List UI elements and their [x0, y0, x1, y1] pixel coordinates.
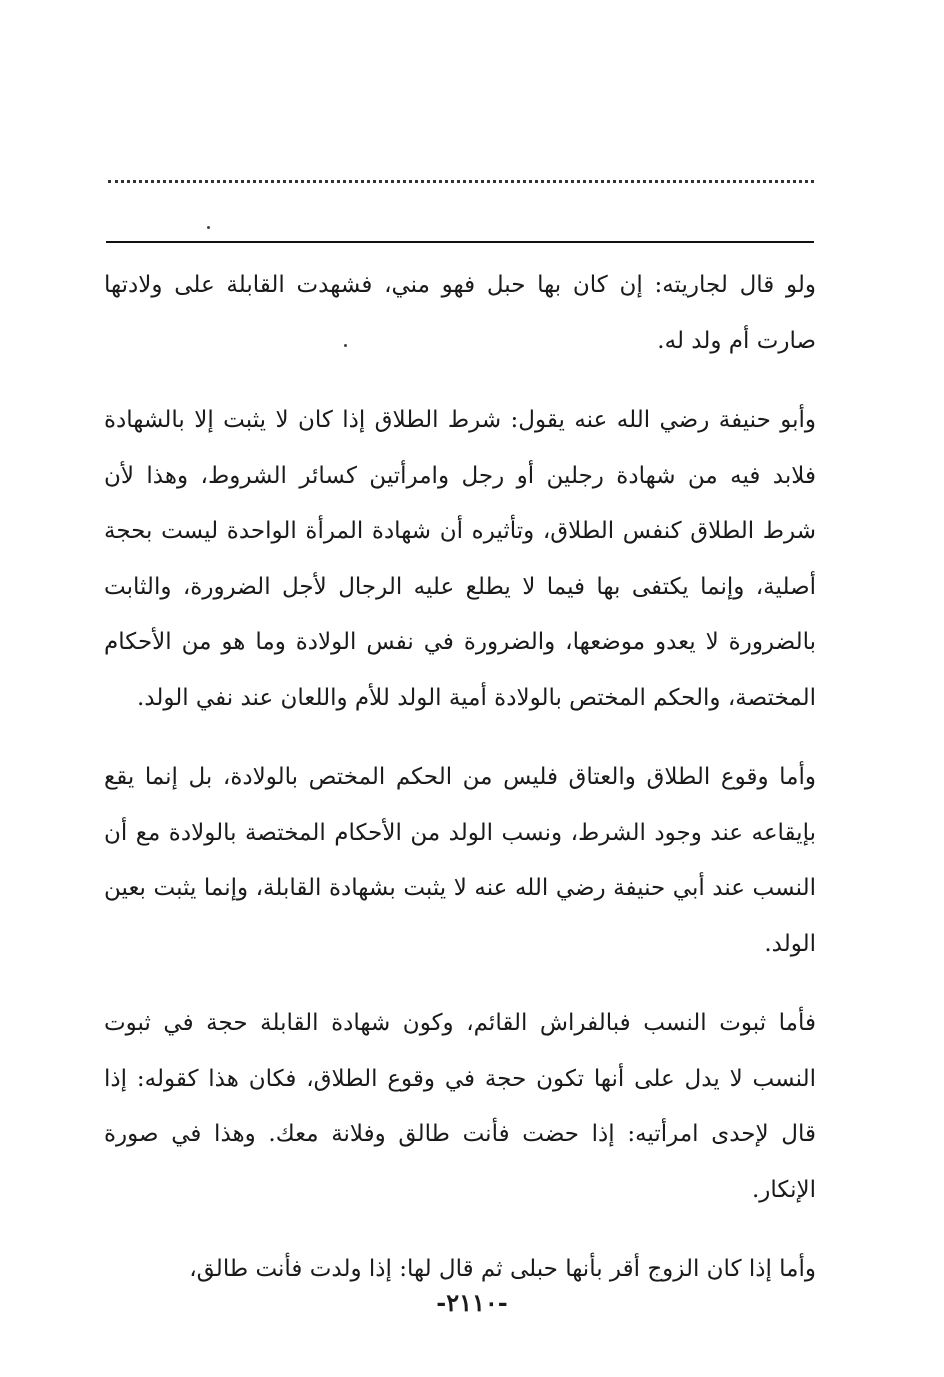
paragraph-3: وأما وقوع الطلاق والعتاق فليس من الحكم المختص بالولادة، بل إنما يقع بإيقاعه عند وجود الشرط، ونسب الولد من الأحكام المختصة بالولادة مع أن النسب عند أبي حنيفة رضي الله عنه لا يثبت بشهادة القابلة، وإنما يثبت بعين الولد.: [104, 764, 816, 957]
page-number: -٢١١٠-: [436, 1288, 508, 1317]
paragraph-5: وأما إذا كان الزوج أقر بأنها حبلى ثم قال لها: إذا ولدت فأنت طالق،: [189, 1256, 816, 1282]
dotted-separator: [108, 180, 814, 183]
scan-speck: [207, 226, 210, 229]
paragraph-2: وأبو حنيفة رضي الله عنه يقول: شرط الطلاق إذا كان لا يثبت إلا بالشهادة فلابد فيه من شهادة رجلين أو رجل وامرأتين كسائر الشروط، وهذا لأن شرط الطلاق كنفس الطلاق، وتأثيره أن شهادة المرأة الواحدة ليست بحجة أصلية، وإنما يكتفى بها فيما لا يطلع عليه الرجال لأجل الضرورة، والثابت بالضرورة لا يعدو موضعها، والضرورة في نفس الولادة وما هو من الأحكام المختصة، والحكم المختص بالولادة أمية الولد للأم واللعان عند نفي الولد.: [104, 407, 816, 711]
paragraph-4: فأما ثبوت النسب فبالفراش القائم، وكون شهادة القابلة حجة في ثبوت النسب لا يدل على أنها تكون حجة في وقوع الطلاق، فكان هذا كقوله: إذا قال لإحدى امرأتيه: إذا حضت فأنت طالق وفلانة معك. وهذا في صورة الإنكار.: [104, 1010, 816, 1203]
page-body: [104, 258, 816, 1322]
solid-separator: [106, 241, 814, 243]
paragraph-1: ولو قال لجاريته: إن كان بها حبل فهو مني، فشهدت القابلة على ولادتها صارت أم ولد له.: [104, 272, 816, 354]
